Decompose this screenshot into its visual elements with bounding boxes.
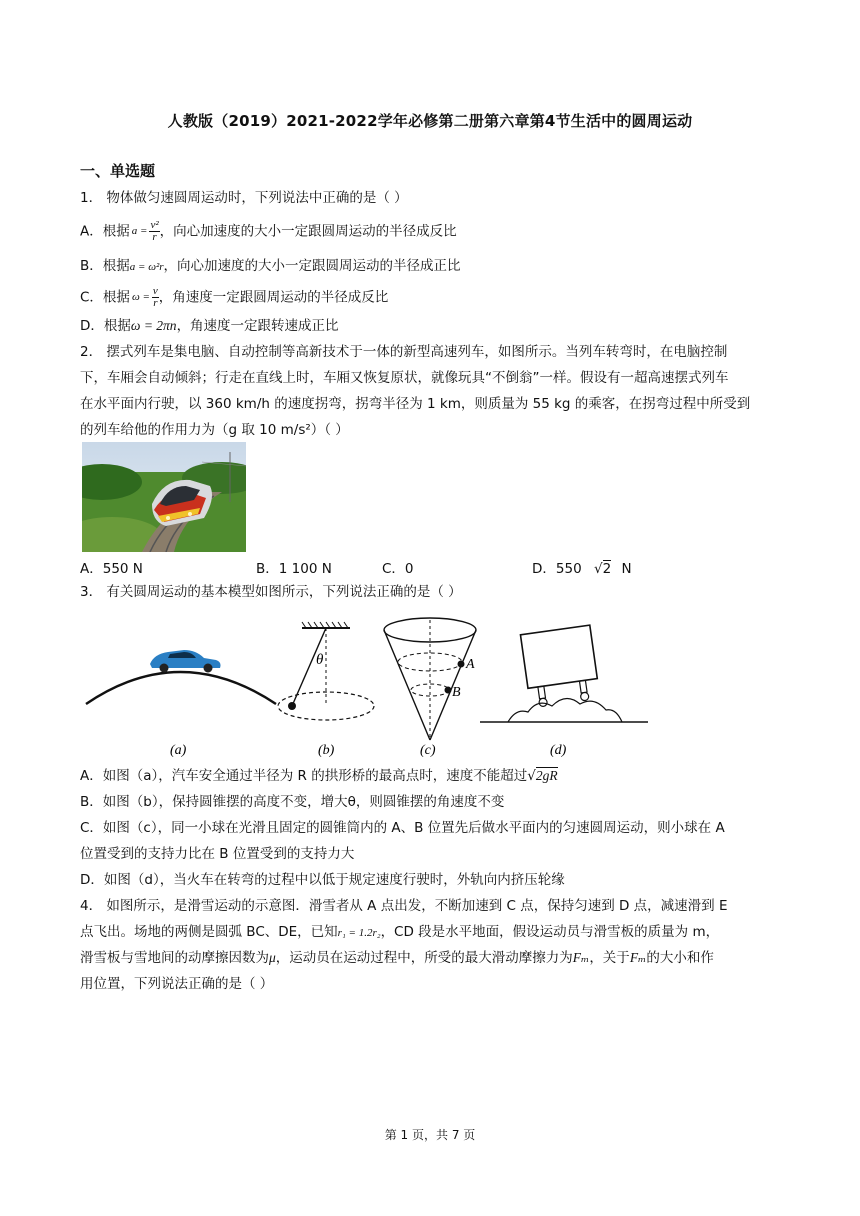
q3-stem: 3． 有关圆周运动的基本模型如图所示，下列说法正确的是（ ） (80, 584, 462, 600)
q4-line-1: 4． 如图所示，是滑雪运动的示意图．滑雪者从 A 点出发，不断加速到 C 点，保持匀速到 D 点，减速滑到 E (80, 898, 728, 914)
svg-text:(d): (d) (550, 743, 567, 758)
q2-option-a: A．550 N (80, 561, 143, 577)
q3-option-d: D．如图（d），当火车在转弯的过程中以低于规定速度行驶时，外轨向内挤压轮缘 (80, 872, 565, 888)
svg-text:B: B (452, 685, 461, 700)
q2-line-1: 2． 摆式列车是集电脑、自动控制等高新技术于一体的新型高速列车，如图所示。当列车转弯时，在电脑控制 (80, 344, 728, 360)
train-photo (82, 442, 246, 552)
svg-text:(a): (a) (170, 743, 187, 758)
svg-text:A: A (466, 657, 475, 672)
q4-line-4: 用位置，下列说法正确的是（ ） (80, 976, 274, 992)
q1-option-d: D．根据ω = 2πn，角速度一定跟转速成正比 (80, 318, 339, 334)
figure-c-cone (384, 618, 476, 740)
q3-option-c-line-1: C．如图（c），同一小球在光滑且固定的圆锥筒内的 A、B 位置先后做水平面内的匀速圆周运动，则小球在 A (80, 820, 725, 836)
q4-line-3: 滑雪板与雪地间的动摩擦因数为μ，运动员在运动过程中，所受的最大滑动摩擦力为Fₘ，关于Fₘ的大小和作 (80, 950, 714, 966)
q1-option-a: A．根据 a = $\frac{\text{v²}}{r}$ ，向心加速度的大小一定跟圆周运动的半径成反比 (80, 219, 457, 243)
q2-option-c: C．0 (382, 561, 414, 577)
q4-line-2: 点飞出。场地的两侧是圆弧 BC、DE，已知r₁ = 1.2r₂，CD 段是水平地面，假设运动员与滑雪板的质量为 m， (80, 924, 720, 940)
q2-line-3: 在水平面内行驶，以 360 km/h 的速度拐弯，拐弯半径为 1 km，则质量为 55 kg 的乘客，在拐弯过程中所受到 (80, 396, 751, 412)
page-footer: 第 1 页，共 7 页 (384, 1128, 476, 1142)
q2-option-b: B．1 100 N (256, 561, 332, 577)
svg-text:(b): (b) (318, 743, 335, 758)
q3-option-c-line-2: 位置受到的支持力比在 B 位置受到的支持力大 (80, 846, 355, 862)
sqrt-symbol: √ (527, 768, 536, 784)
q2-line-2: 下，车厢会自动倾斜；行走在直线上时，车厢又恢复原状，就像玩具“不倒翁”一样。假设有一超高速摆式列车 (80, 370, 729, 386)
circular-motion-figures (80, 612, 660, 762)
formula-a-v2-over-r: a = (131, 225, 148, 237)
q3-option-a: A．如图（a），汽车安全通过半径为 R 的拱形桥的最高点时，速度不能超过√2gR (80, 768, 558, 784)
figure-a-arch-bridge (86, 650, 276, 704)
svg-text:(c): (c) (420, 743, 436, 758)
sqrt-symbol: √ (593, 561, 603, 577)
car-icon (150, 650, 221, 673)
q3-option-b: B．如图（b），保持圆锥摆的高度不变，增大θ，则圆锥摆的角速度不变 (80, 794, 505, 810)
figure-b-conical-pendulum (278, 622, 374, 720)
figure-d-train-track (480, 625, 648, 722)
q2-option-d: D．550 √2 N (532, 561, 632, 577)
formula-omega2r: a = ω²r (129, 261, 164, 273)
svg-text:θ: θ (316, 652, 324, 668)
fraction-v-r: $\frac{v}{r}$ (152, 285, 158, 309)
q1-option-c: C．根据 ω = $\frac{v}{r}$ ，角速度一定跟圆周运动的半径成反比 (80, 285, 389, 309)
fraction-v2-r: $\frac{\text{v²}}{r}$ (150, 219, 159, 243)
q2-line-4: 的列车给他的作用力为（g 取 10 m/s²）（ ） (80, 422, 349, 438)
document-title: 人教版（2019）2021-2022学年必修第二册第六章第4节生活中的圆周运动 (167, 112, 693, 130)
q1-stem: 1． 物体做匀速圆周运动时，下列说法中正确的是（ ） (80, 190, 408, 206)
q1-option-b: B．根据a = ω²r，向心加速度的大小一定跟圆周运动的半径成正比 (80, 258, 461, 274)
formula-omega-2pin: ω = 2πn (130, 318, 177, 333)
section-heading: 一、单选题 (80, 162, 156, 180)
